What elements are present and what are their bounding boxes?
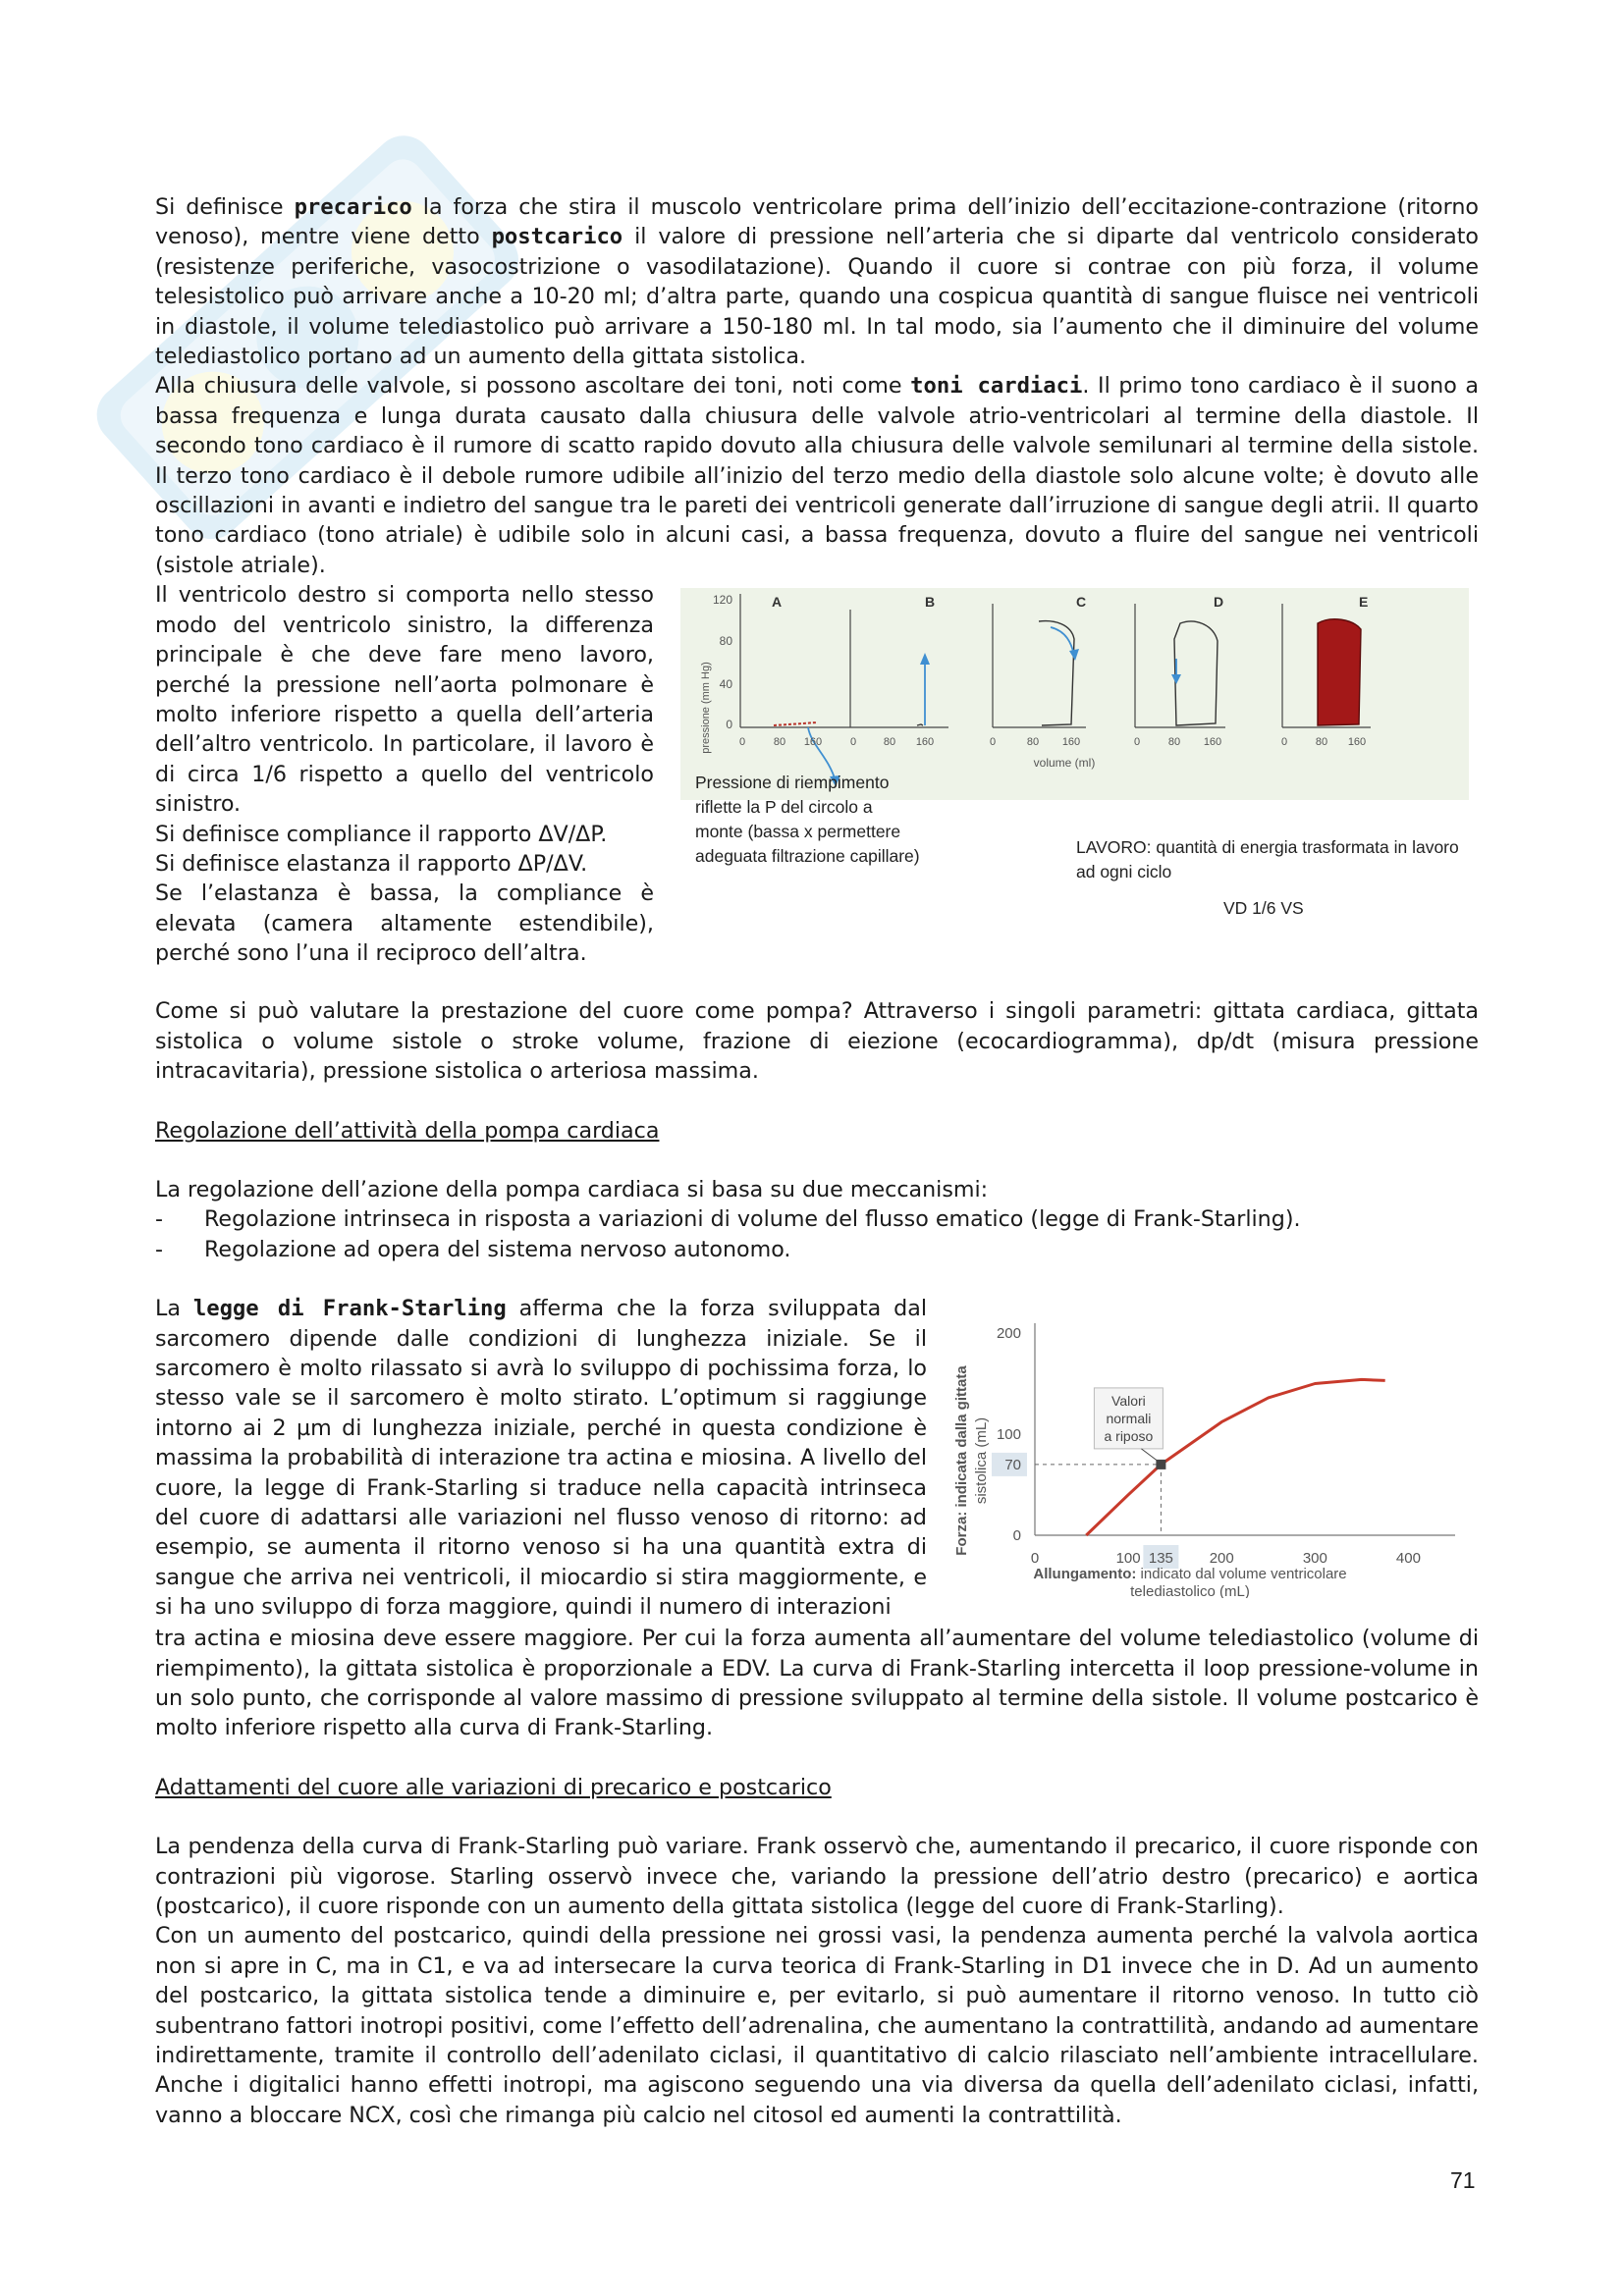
pv-ytick-40: 40 [719, 677, 732, 692]
fs-xtick-label: 135 [1148, 1550, 1173, 1568]
note-lavoro: LAVORO: quantità di energia trasformata in lavoro ad ogni ciclo [1076, 837, 1459, 882]
fs-xtick-label: 200 [1209, 1550, 1234, 1568]
paragraph-elastanza: Si definisce elastanza il rapporto ΔP/ΔV. [155, 850, 588, 877]
paragraph-toni-cardiaci [155, 371, 1479, 580]
paragraph-postcarico: Con un aumento del postcarico, quindi della pressione nei grossi vasi, la pendenza aumenta perché la valvola aortica non si apre in C, ma in C1, e va ad intersecare la curva teorica di Frank-Starling in D1 invece che in D. Ad un aumento del postcarico, la gittata sistolica tende a diminuire e, per evitarlo, si può aumentare il ritorno venoso. In tutto ciò subentrano fattori inotropi positivi, come l’effetto dell’adrenalina, che aumentano la contrattilità, andando ad aumentare indirettamente, tramite il controllo dell’adenilato ciclasi, il quantitativo di calcio rilasciato nell’ambiente intracellulare. Anche i digitalici hanno effetti inotropi, ma agiscono seguendo una via diversa da quella dell’adenilato ciclasi, infatti, vanno a bloccare NCX, così che rimanga più calcio nel citosol ed aumenti la contrattilità. [155, 1923, 1479, 2128]
fs-xtick-label: 400 [1395, 1550, 1421, 1568]
text-run: afferma che la forza sviluppata dal sarcomero dipende dalle condizioni di lunghezza iniziale. Se il sarcomero è molto rilassato si avrà lo sviluppo di pochissima forza, lo stesso vale se il sarcomero è molto stirato. L’optimum si raggiunge intorno ai 2 µm di lunghezza iniziale, perché in questa condizione è massima la probabilità di interazione tra actina e miosina. A livello del cuore, la legge di Frank-Starling si traduce nella capacità intrinseca del cuore di adattarsi alle variazioni nel flusso venoso di ritorno: ad esempio, se aumenta il ritorno venoso si ha una quantità extra di sangue che arriva nei ventricoli, il miocardio si stira maggiormente, e si ha uno sviluppo di forza maggiore, quindi il numero di interazioni [155, 1296, 928, 1621]
pv-xtick-b-160: 160 [915, 736, 935, 749]
pv-xtick-c-0: 0 [989, 736, 997, 749]
text-run: La [155, 1296, 193, 1322]
bold-term: precarico [294, 194, 412, 220]
fs-annotation-leader [1141, 1449, 1157, 1461]
text-run: . Il primo tono cardiaco è il suono a bassa frequenza e lunga durata causato dalla chiusura delle valvole atrio-ventricolari al termine della diastole. Il secondo tono cardiaco è il rumore di scatto rapido dovuto alla chiusura delle valvole semilunari al termine della sistole. Il terzo tono cardiaco è il debole rumore udibile all’inizio del terzo medio della diastole solo alcune volte; è dovuto alle oscillazioni in avanti e indietro del sangue tra le pareti dei ventricoli generate dall’irruzione di sangue degli atrii. Il quarto tono cardiaco (tono atriale) è udibile solo in alcuni casi, a bassa frequenza, dovuto a fluire del sangue nei ventricoli (sistole atriale). [155, 373, 1479, 578]
pv-xtick-c-80: 80 [1026, 736, 1040, 749]
paragraph-meccanismi: La regolazione dell’azione della pompa cardiaca si basa su due meccanismi: [155, 1176, 989, 1202]
fs-xtick-label: 100 [1115, 1550, 1141, 1568]
fs-xtick-label: 0 [1030, 1550, 1040, 1568]
pv-xtick-d-0: 0 [1133, 736, 1141, 749]
fs-xtick-label: 300 [1302, 1550, 1327, 1568]
pv-ytick-120: 120 [712, 593, 732, 608]
fs-ylabel-line1: Forza: indicata dalla gittata [953, 1365, 970, 1556]
list-item [155, 1204, 1479, 1234]
frank-starling-section [155, 1294, 1479, 1624]
heading-adattamenti: Adattamenti del cuore alle variazioni di precarico e postcarico [155, 1774, 832, 1800]
pv-ylabel: pressione (mm Hg) [700, 662, 712, 755]
fs-annotation-label: Valori normali a riposo [1104, 1393, 1154, 1445]
ventricle-text [155, 580, 654, 967]
note-pressione-riempimento: Pressione di riempimento riflette la P del circolo a monte (bassa x permettere adeguata filtrazione capillare) [695, 773, 920, 867]
ventricle-section [155, 580, 1479, 967]
paragraph-precarico [155, 192, 1479, 371]
panel-label-d: D [1214, 594, 1224, 611]
text-run: il valore di pressione nell’arteria che si diparte dal ventricolo considerato (resistenze periferiche, vasocostrizione o vasodilatazione). Quando il cuore si contrae con più forza, il volume telesistolico può arrivare anche a 10-20 ml; d’altra parte, quando una cospicua quantità di sangue fluisce nei ventricoli in diastole, il volume telediastolico può arrivare a 150-180 ml. In tal modo, sia l’aumento che il diminuire del volume telediastolico portano ad un aumento della gittata sistolica. [155, 224, 1479, 370]
pv-xtick-d-160: 160 [1203, 736, 1222, 749]
list-dash: - [155, 1206, 164, 1233]
fs-ylabel-line2: sistolica (mL) [973, 1416, 990, 1505]
paragraph-prestazione-pompa: Come si può valutare la prestazione del cuore come pompa? Attraverso i singoli parametri: gittata cardiaca, gittata sistolica o volume sistole o stroke volume, frazione di eiezione (ecocardiogramma), dp/dt (misura pressione intracavitaria), pressione sistolica o arteriosa massima. [155, 998, 1479, 1085]
page-number: 71 [1450, 2167, 1476, 2193]
paragraph-elastanza-bassa: Se l’elastanza è bassa, la compliance è elevata (camera altamente estendibile), perché sono l’una il reciproco dell’altra. [155, 881, 654, 967]
bold-term: postcarico [491, 224, 623, 250]
pv-xtick-b-0: 0 [849, 736, 857, 749]
fs-ytick-label: 100 [996, 1426, 1021, 1444]
fs-ytick-label: 70 [1004, 1457, 1021, 1474]
text-run: Alla chiusura delle valvole, si possono ascoltare dei toni, noti come [155, 373, 911, 400]
list-dash: - [155, 1236, 164, 1262]
note-vd-vs: VD 1/6 VS [1223, 898, 1304, 919]
frank-starling-svg [945, 1304, 1624, 1598]
bold-term: legge di Frank-Starling [192, 1296, 507, 1322]
panel-label-b: B [925, 594, 936, 611]
pv-xlabel: volume (ml) [1033, 756, 1096, 771]
bold-term: toni cardiaci [910, 373, 1083, 400]
pv-ytick-80: 80 [719, 634, 732, 649]
text-run: la forza che stira il muscolo ventricolare prima dell’inizio dell’eccitazione-contrazione (ritorno venoso), mentre viene detto [155, 194, 1479, 250]
panel-label-c: C [1076, 594, 1087, 611]
pv-xtick-c-160: 160 [1061, 736, 1081, 749]
paragraph-ventricolo-destro: Il ventricolo destro si comporta nello stesso modo del ventricolo sinistro, la differenza principale è che deve fare meno lavoro, perché la pressione nell’aorta polmonare è molto inferiore rispetto a quella dell’arteria dell’altro ventricolo. In particolare, il lavoro è di circa 1/6 rispetto a quello del ventricolo sinistro. [155, 582, 654, 818]
paragraph-compliance: Si definisce compliance il rapporto ΔV/ΔP. [155, 821, 608, 847]
list-item [155, 1235, 1479, 1264]
fs-xlabel-line2: telediastolico (mL) [1130, 1583, 1250, 1599]
pv-xtick-e-80: 80 [1315, 736, 1328, 749]
document-body [155, 192, 1479, 2130]
pv-xtick-a-0: 0 [738, 736, 746, 749]
fs-ytick-label: 200 [996, 1325, 1021, 1343]
pv-xtick-d-80: 80 [1167, 736, 1181, 749]
paragraph-pendenza: La pendenza della curva di Frank-Starling può variare. Frank osservò che, aumentando il precarico, il cuore risponde con contrazioni più vigorose. Starling osservò invece che, variando la pressione dell’atrio destro (precarico) e aortica (postcarico), il cuore risponde con un aumento della gittata sistolica (legge del cuore di Frank-Starling). [155, 1834, 1479, 1919]
fs-annotation [1035, 1388, 1165, 1535]
pv-ytick-0: 0 [726, 718, 732, 732]
list-item-text: Regolazione intrinseca in risposta a variazioni di volume del flusso ematico (legge di Frank-Starling). [204, 1206, 1301, 1233]
heading-regolazione: Regolazione dell’attività della pompa cardiaca [155, 1117, 660, 1144]
panel-label-e: E [1359, 594, 1369, 611]
list-meccanismi [155, 1204, 1479, 1264]
pv-xtick-e-160: 160 [1347, 736, 1367, 749]
panel-label-a: A [772, 594, 783, 611]
pv-xtick-b-80: 80 [883, 736, 896, 749]
pv-xtick-a-160: 160 [803, 736, 823, 749]
fs-normal-point [1156, 1460, 1165, 1469]
pressure-volume-figure [654, 580, 1479, 967]
list-item-text: Regolazione ad opera del sistema nervoso autonomo. [204, 1236, 791, 1262]
paragraph-frank-starling-cont: tra actina e miosina deve essere maggiore. Per cui la forza aumenta all’aumentare del volume telediastolico (volume di riempimento), la gittata sistolica è proporzionale a EDV. La curva di Frank-Starling intercetta il loop pressione-volume in un solo punto, che corrisponde al valore massimo di pressione sviluppato al termine della sistole. Il volume postcarico è molto inferiore rispetto alla curva di Frank-Starling. [155, 1626, 1479, 1741]
pv-xtick-e-0: 0 [1280, 736, 1288, 749]
text-run: Si definisce [155, 194, 295, 220]
frank-starling-chart [945, 1304, 1624, 1598]
fs-xlabel-line1: Allungamento: indicato dal volume ventricolare [1033, 1566, 1347, 1583]
fs-ytick-label: 0 [1012, 1527, 1021, 1545]
pv-xtick-a-80: 80 [773, 736, 786, 749]
fs-ticks [992, 1325, 1421, 1569]
paragraph-frank-starling [155, 1294, 927, 1622]
